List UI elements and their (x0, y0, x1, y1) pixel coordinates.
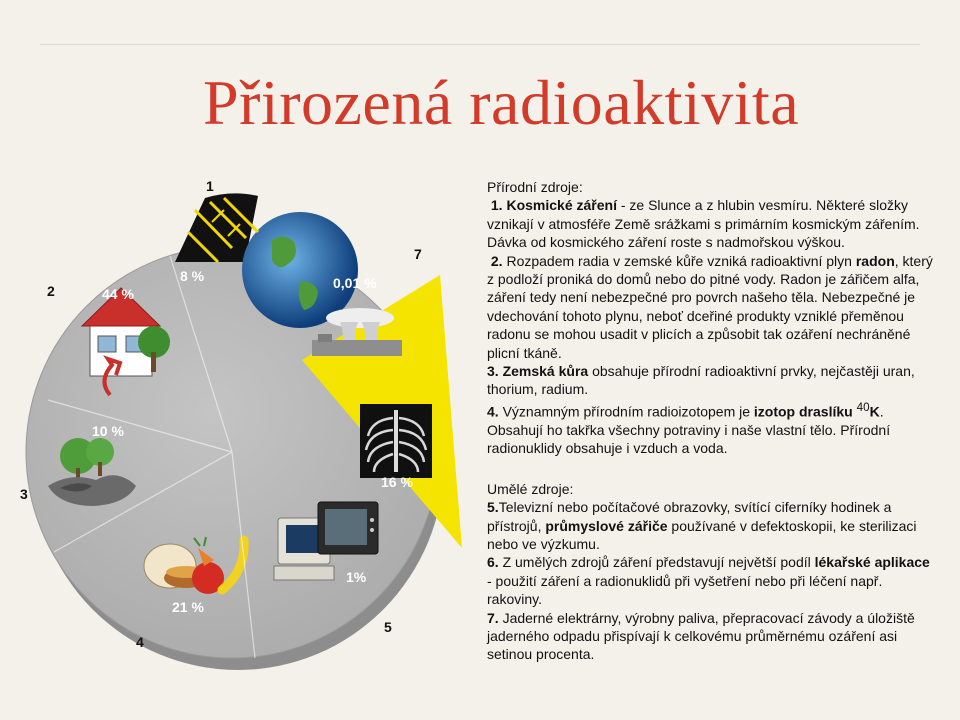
item-3: 3. Zemská kůra obsahuje přírodní radioaktivní prvky, nejčastěji uran, thorium, radium. (487, 363, 915, 398)
segment-3-number: 3 (20, 486, 28, 502)
item-2: 2. Rozpadem radia v zemské kůře vzniká radioaktivní plyn radon, který z podloží proniká do domů nebo do pitné vody. Radon je zářičem alfa, záření tedy není nebezpečné pro povrch našeho těla. Nebezpečné je vdechování tohoto plynu, neboť dceřiné produkty vzniklé přeměnou radonu se mohou usadit v plicích a způsobit tak ozáření nechráněné plicní tkáně. (487, 252, 933, 361)
item-6: 6. Z umělých zdrojů záření představují největší podíl lékařské aplikace - použití záření a radionuklidů při vyšetření nebo při léčení např. rakoviny. (487, 554, 930, 608)
item-1: 1. Kosmické záření - ze Slunce a z hlubin vesmíru. Některé složky vznikají v atmosféře Země srážkami s primárním kosmickým zářením. Dávka od kosmického záření roste s nadmořskou výškou. (487, 197, 920, 251)
segment-7-number: 7 (414, 246, 422, 262)
segment-2-number: 2 (47, 283, 55, 299)
segment-4-number: 4 (136, 634, 144, 650)
segment-2-percent: 44 % (102, 286, 134, 302)
item-4: 4. Významným přírodním radioizotopem je izotop draslíku $^{40}$K. Obsahují ho takřka všechny potraviny i naše vlastní tělo. Přírodní radionuklidy obsahuje i vzduch a voda. (487, 400, 891, 457)
ribcage-xray-icon (360, 404, 432, 478)
artificial-sources-heading: Umělé zdroje: (487, 480, 574, 497)
text-panel (487, 178, 935, 664)
segment-6-percent: 16 % (381, 474, 413, 490)
segment-5-percent: 1% (346, 569, 367, 585)
item-5: 5.Televizní nebo počítačové obrazovky, svítící ciferníky hodinek a přístrojů, průmyslové zářiče používané v defektoskopii, ke sterilizaci nebo ve výzkumu. (487, 499, 917, 552)
page-title: Přirozená radioaktivita (203, 67, 800, 138)
segment-3-percent: 10 % (92, 423, 124, 439)
item-7: 7. Jaderné elektrárny, výrobny paliva, přepracovací závody a úložiště jaderného odpadu přispívají k celkovému průměrnému ozáření asi setinou procenta. (487, 609, 915, 663)
segment-7-percent: 0,01 % (333, 275, 377, 291)
segment-1-percent: 8 % (180, 268, 205, 284)
natural-sources-heading: Přírodní zdroje: (487, 179, 583, 195)
segment-1-number: 1 (206, 178, 214, 194)
segment-4-percent: 21 % (172, 599, 204, 615)
segment-5-number: 5 (384, 619, 392, 635)
